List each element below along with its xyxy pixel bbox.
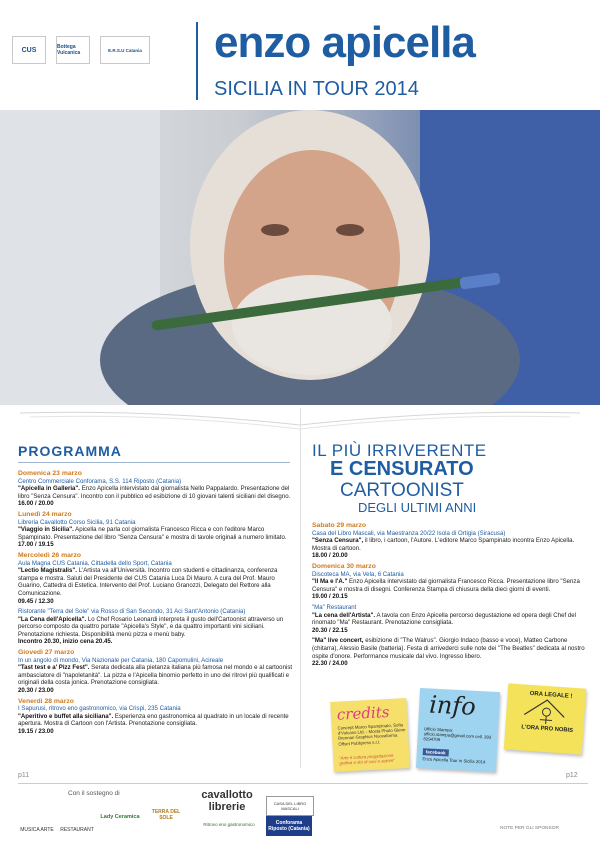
entry-text: Serata dedicata alla pietanza italiana più famosa nel mondo e al cartoonist ambasciatore di "napoletanità". La pizza e l'Apicella binomio perfetto in uno dei ritrovi più qualificati e originali della costa jonica. Prenotazione consigliata. bbox=[18, 664, 293, 687]
entry-time: 20.30 / 22.15 bbox=[312, 626, 348, 634]
entry-place: "Ma" Restaurant bbox=[312, 603, 357, 611]
entry-place: Discoteca MA, via Vela, 6 Catania bbox=[312, 570, 404, 578]
entry-time: 19.00 / 20.15 bbox=[312, 593, 348, 601]
title-rule bbox=[196, 22, 198, 100]
bottega-logo: Bottega Vulcanica bbox=[56, 36, 90, 64]
entry-text: Apicella ne parla col giornalista Francesco Ricca e con l'editore Marco Spampinato. Presentazione del libro "Senza Censura" e mostra di tavole originali a numero limitato. bbox=[18, 526, 287, 541]
program-entry bbox=[312, 522, 588, 560]
sponsor-label: RESTAURANT bbox=[60, 827, 94, 833]
entry-place: I Sapurusi, ritrovo eno gastronomico, via Crispi, 235 Catania bbox=[18, 705, 181, 713]
entry-date: Lunedì 24 marzo bbox=[18, 510, 72, 518]
entry-date: Sabato 29 marzo bbox=[312, 522, 367, 529]
credits-note bbox=[330, 698, 410, 772]
program-left-column bbox=[18, 470, 296, 736]
program-entry bbox=[312, 637, 588, 667]
ora-legale-top: ORA LEGALE ! bbox=[529, 690, 573, 700]
info-note bbox=[416, 688, 500, 772]
ora-legale-note bbox=[504, 683, 586, 754]
entry-date: Domenica 23 marzo bbox=[18, 470, 82, 477]
credits-title: credits bbox=[336, 702, 390, 724]
sponsor-restaurant bbox=[58, 800, 96, 834]
cus-logo: CUS bbox=[12, 36, 46, 64]
sponsor-terra-del-sole: TERRA DEL SOLE bbox=[151, 809, 181, 821]
sponsor-musica-arte bbox=[18, 800, 56, 834]
entry-time: Incontro 20.30, inizio cena 20.45. bbox=[18, 638, 113, 646]
info-text: Ufficio Stampa: ufficio.stampa@gmail.com cell. 393 8294709 bbox=[423, 726, 492, 743]
entry-time: 16.00 / 20.00 bbox=[18, 500, 54, 508]
page-number-right: p12 bbox=[566, 772, 578, 779]
tagline-line-2: E CENSURATO bbox=[330, 458, 474, 480]
page-subtitle: SICILIA IN TOUR 2014 bbox=[214, 78, 419, 100]
entry-text: Lo Chef Rosario Leonardi interpreta il gusto dell'Cartoonist attraverso un percorso composto da quattro portate "Apicella's Style", e da quattro importanti vini siciliani. Prenotazione richiesta. Disponibilità menù pizza e menù baby. bbox=[18, 615, 284, 638]
program-entry bbox=[18, 608, 296, 646]
program-entry bbox=[312, 604, 588, 634]
facebook-badge[interactable]: facebook bbox=[423, 748, 449, 756]
program-entry bbox=[18, 698, 296, 736]
page-spine bbox=[300, 408, 301, 768]
sponsor-note: NOTE PER GLI SPONSOR bbox=[500, 826, 559, 831]
page-title: enzo apicella bbox=[214, 18, 475, 67]
footer-rule bbox=[18, 783, 588, 784]
sponsor-label: MUSICA ARTE bbox=[20, 827, 54, 833]
entry-time: 20.30 / 23.00 bbox=[18, 687, 54, 695]
entry-place: Ristorante "Terra del Sole" via Rosso di San Secondo, 31 Aci Sant'Antonio (Catania) bbox=[18, 608, 246, 616]
entry-event: "Viaggio in Sicilia". bbox=[18, 526, 74, 534]
tagline-line-4: DEGLI ULTIMI ANNI bbox=[358, 500, 477, 515]
sponsor-casa-del-libro: CASA DEL LIBRO MASCALI bbox=[266, 796, 314, 816]
credits-text: Concept Marco Spampinato, Sofia d'Vulcano Ltd. - Mosta Photo Glenn Brennan Graphics Nuovaforma Offset Publipress s.r.l. bbox=[337, 722, 406, 747]
entry-text: Enzo Apicella intervistato dal giornalista Nello Pappalardo. Presentazione del libro "Senza Censura". Incontro con il pubblico ed esibizione di 10 giovani talenti siciliani del disegno. bbox=[18, 485, 291, 500]
entry-place: Libreria Cavallotto Corso Sicilia, 91 Catania bbox=[18, 518, 136, 526]
cartoon-icon bbox=[504, 683, 586, 754]
sponsor-conforama: Conforama Riposto (Catania) bbox=[266, 816, 312, 836]
credits-quote: "Arte è cultura progettazione grafica e sbì di suoi e autore" bbox=[339, 752, 396, 766]
sponsor-sapurusi: Ritrovo eno gastronomico bbox=[203, 821, 255, 827]
entry-event: "Il Ma e l'A." bbox=[312, 578, 348, 586]
program-entry bbox=[312, 563, 588, 601]
entry-event: "Aperitivo e buffet alla siciliana". bbox=[18, 712, 114, 720]
program-entry bbox=[18, 649, 296, 695]
program-heading: PROGRAMMA bbox=[18, 443, 122, 459]
entry-date: Venerdì 28 marzo bbox=[18, 697, 74, 705]
entry-place: In un angolo di mondo, Via Nazionale per Catania, 180 Capomulini, Acireale bbox=[18, 656, 224, 664]
entry-event: "Lectio Magistralis". bbox=[18, 567, 77, 575]
entry-place: Aula Magna CUS Catania, Cittadella dello Sport, Catania bbox=[18, 559, 172, 567]
entry-text: esibizione di "The Walrus". Giorgio Indaco (basso e voce), Matteo Carbone (chitarra), Alessio Basile (batteria). Festa di arrivederci sulle note dei "The Beatles" dedicata al nostro ospite d'onore. Performance musicale dal vivo. Ingresso libero. bbox=[312, 637, 585, 660]
program-rule bbox=[18, 462, 290, 463]
portrait-photo bbox=[0, 110, 600, 410]
entry-time: 17.00 / 19.15 bbox=[18, 541, 54, 549]
entry-event: "Tast test e a' Pizz Fest". bbox=[18, 664, 90, 672]
header bbox=[0, 0, 600, 110]
entry-place: Centro Commerciale Conforama, S.S. 114 Riposto (Catania) bbox=[18, 477, 182, 485]
page-number-left: p11 bbox=[18, 772, 30, 779]
entry-event: "Senza Censura", bbox=[312, 537, 364, 545]
tagline-line-3: CARTOONIST bbox=[340, 480, 464, 501]
program-right-column bbox=[312, 522, 588, 668]
facebook-text: Enzo Apicella Tour in Sicilia 2014 bbox=[422, 756, 486, 765]
program-entry bbox=[18, 511, 296, 549]
tagline-line-1: IL PIÙ IRRIVERENTE bbox=[312, 441, 487, 460]
program-entry bbox=[18, 552, 296, 605]
entry-time: 09.45 / 12.30 bbox=[18, 597, 54, 605]
entry-text: Esperienza eno gastronomica al quadrato in un locale di recente apertura. Mostra di Cartoon con l'Artista. Prenotazione consigliata. bbox=[18, 712, 289, 728]
sponsor-heading: Con il sostegno di bbox=[68, 790, 120, 797]
entry-date: Giovedì 27 marzo bbox=[18, 649, 75, 657]
info-title: info bbox=[428, 690, 477, 721]
ersu-logo: E.R.S.U Catania bbox=[100, 36, 150, 64]
entry-time: 19.15 / 23.00 bbox=[18, 728, 54, 735]
entry-event: "Ma" live concert, bbox=[312, 637, 364, 645]
entry-text: A tavola con Enzo Apicella percorso degustazione ed opera degli Chef del rinomato "Ma" Restaurant. Prenotazione consigliata. bbox=[312, 611, 577, 627]
header-logos bbox=[12, 36, 150, 64]
portrait-illustration bbox=[0, 110, 600, 410]
entry-text: L'Artista va all'Università. Incontro con studenti e cittadinanza, conferenza stampa e mostra. Saluti del Presidente del CUS Catania Luca Di Mauro. A cura del Prof. Mauro Guarino, Cattedra di Estetica. Intervento del Prof. Luciano Granozzi, Delegato del Rettore alla Comunicazione. bbox=[18, 567, 278, 597]
sponsor-cavallotto: cavallotto librerie bbox=[201, 789, 253, 813]
entry-date: Domenica 30 marzo bbox=[312, 562, 376, 570]
sponsor-lady-ceramica: Lady Ceramica bbox=[100, 814, 140, 820]
entry-date: Mercoledì 26 marzo bbox=[18, 551, 82, 559]
entry-place: Casa del Libro Mascali, via Maestranza 20/22 Isola di Ortigia (Siracusa) bbox=[312, 529, 506, 537]
entry-event: "La cena dell'Artista". bbox=[312, 611, 376, 619]
entry-text: Enzo Apicella intervistato dal giornalista Francesco Ricca. Presentazione libro "Senza Censura" e mostra di disegni. Conferenza Stampa di chiusura della dieci giorni di eventi. bbox=[312, 578, 580, 593]
entry-time: 22.30 / 24.00 bbox=[312, 660, 348, 668]
program-entry bbox=[18, 470, 296, 508]
ora-legale-bottom: L'ORA PRO NOBIS bbox=[521, 724, 574, 734]
entry-event: "La Cena dell'Apicella". bbox=[18, 615, 87, 623]
entry-time: 18.00 / 20.00 bbox=[312, 552, 348, 560]
entry-event: "Apicella in Galleria". bbox=[18, 485, 80, 493]
entry-text: il libro, i cartoon, l'Autore. L'editore Marco Spampinato incontra Enzo Apicella. Mostra di cartoon. bbox=[312, 537, 575, 552]
